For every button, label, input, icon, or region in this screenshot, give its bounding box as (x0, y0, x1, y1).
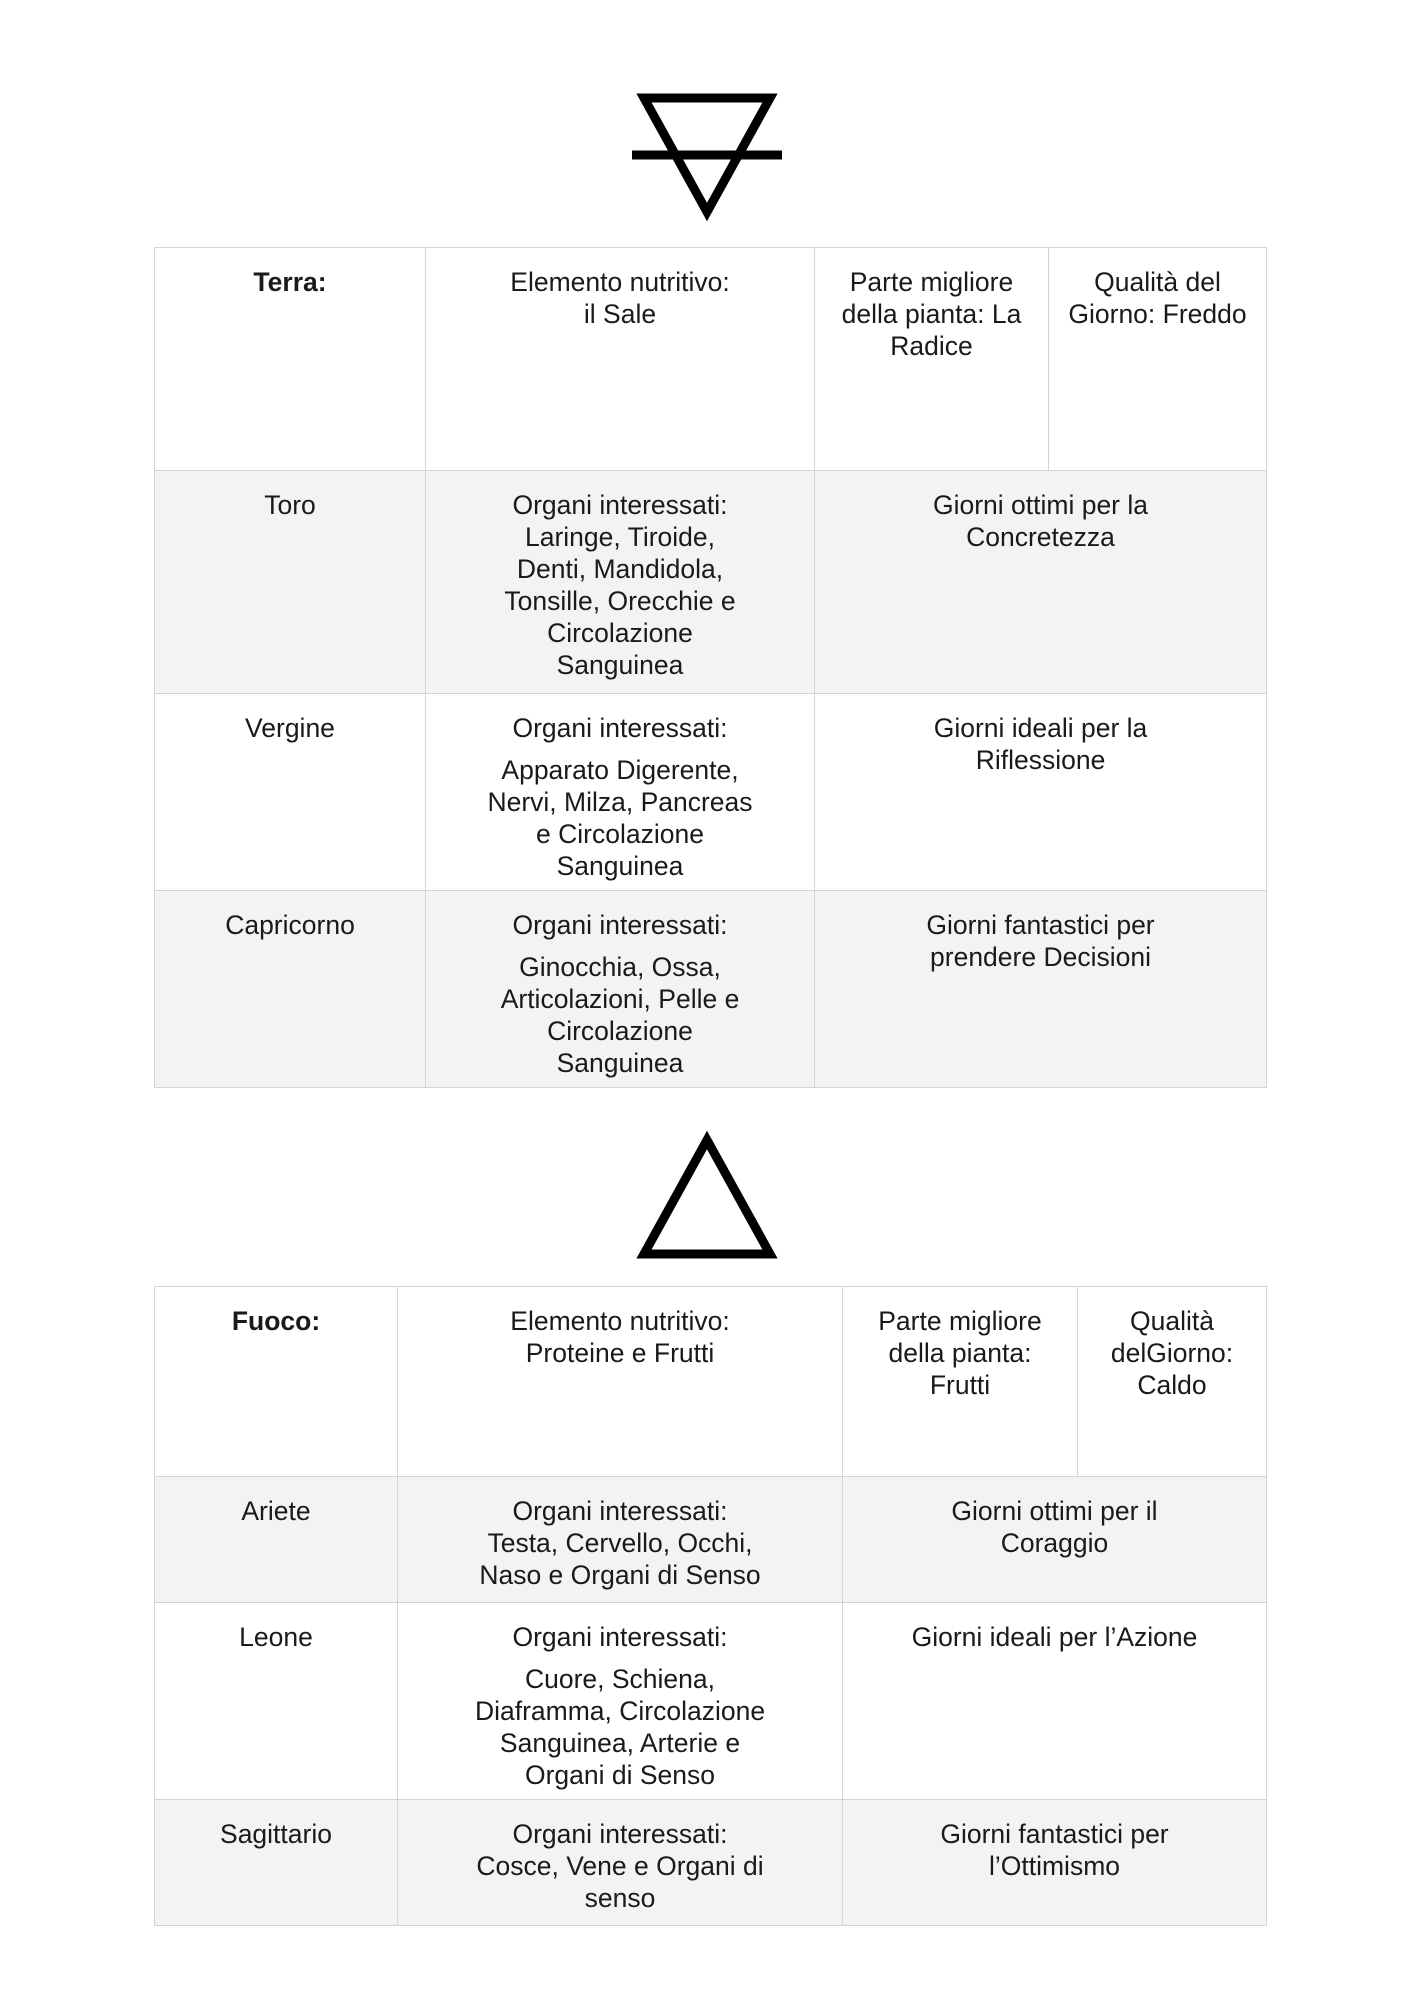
sign-name: Toro (155, 471, 426, 694)
sign-row (155, 471, 1267, 694)
organs-line: Nervi, Milza, Pancreas (487, 787, 753, 817)
sign-name: Sagittario (155, 1800, 398, 1926)
day-quality-line: Qualità del (1094, 267, 1221, 297)
fire-table (154, 1286, 1267, 1926)
organs-line: Cosce, Vene e Organi di (476, 1851, 764, 1881)
nutrient-cell (426, 248, 815, 471)
days-line: Coraggio (1000, 1528, 1109, 1558)
organs-label: Organi interessati: (512, 1622, 728, 1652)
element-name: Terra: (253, 267, 327, 297)
day-quality-cell (1078, 1287, 1267, 1477)
days-cell (815, 891, 1267, 1088)
plant-part-cell (843, 1287, 1078, 1477)
organs-label: Organi interessati: (512, 713, 728, 743)
days-line: Riflessione (975, 745, 1106, 775)
days-line: prendere Decisioni (930, 942, 1151, 972)
element-name-cell (155, 1287, 398, 1477)
earth-header-row (155, 248, 1267, 471)
organs-line: Articolazioni, Pelle e (500, 984, 740, 1014)
plant-part-line: della pianta: La (841, 299, 1022, 329)
day-quality-cell (1049, 248, 1267, 471)
organs-label: Organi interessati: (512, 910, 728, 940)
days-line: Giorni fantastici per (926, 910, 1155, 940)
earth-symbol (0, 90, 1414, 222)
organs-line: Laringe, Tiroide, (524, 522, 716, 552)
plant-part-line: Radice (890, 331, 973, 361)
sign-row (155, 1603, 1267, 1800)
sign-name: Ariete (155, 1477, 398, 1603)
days-cell (843, 1477, 1267, 1603)
earth-table (154, 247, 1267, 1088)
organs-line: e Circolazione (536, 819, 704, 849)
fire-triangle-icon (632, 1130, 782, 1262)
organs-line: Sanguinea (556, 650, 684, 680)
organs-cell (426, 471, 815, 694)
organs-cell (426, 694, 815, 891)
nutrient-line: Elemento nutritivo: (510, 267, 730, 297)
plant-part-cell (815, 248, 1049, 471)
organs-line: Testa, Cervello, Occhi, (487, 1528, 753, 1558)
days-line: Concretezza (966, 522, 1115, 552)
organs-line: senso (584, 1883, 656, 1913)
organs-line: Organi di Senso (524, 1760, 716, 1790)
organs-cell (398, 1603, 843, 1800)
days-cell (815, 471, 1267, 694)
organs-label: Organi interessati: (512, 1496, 728, 1526)
organs-label: Organi interessati: (512, 490, 728, 520)
days-line: Giorni ottimi per il (951, 1496, 1158, 1526)
days-cell (815, 694, 1267, 891)
organs-line: Circolazione (547, 1016, 693, 1046)
plant-part-line: Parte migliore (849, 267, 1014, 297)
organs-line: Circolazione (547, 618, 693, 648)
organs-cell (398, 1477, 843, 1603)
spacer (406, 1653, 834, 1663)
days-cell (843, 1800, 1267, 1926)
days-line: Giorni ottimi per la (932, 490, 1148, 520)
plant-part-line: Parte migliore (878, 1306, 1042, 1336)
fire-header-row (155, 1287, 1267, 1477)
nutrient-line: Proteine e Frutti (525, 1338, 715, 1368)
day-quality-line: delGiorno: (1110, 1338, 1234, 1368)
days-line: Giorni ideali per l’Azione (911, 1622, 1198, 1652)
organs-line: Denti, Mandidola, (516, 554, 724, 584)
day-quality-line: Caldo (1137, 1370, 1207, 1400)
plant-part-line: della pianta: (888, 1338, 1032, 1368)
organs-line: Naso e Organi di Senso (479, 1560, 761, 1590)
organs-label: Organi interessati: (512, 1819, 728, 1849)
earth-triangle-icon (632, 90, 782, 222)
organs-line: Apparato Digerente, (501, 755, 739, 785)
organs-line: Sanguinea (556, 1048, 684, 1078)
element-name-cell (155, 248, 426, 471)
organs-line: Sanguinea, Arterie e (499, 1728, 741, 1758)
sign-row (155, 1800, 1267, 1926)
organs-line: Tonsille, Orecchie e (504, 586, 736, 616)
fire-symbol (0, 1130, 1414, 1262)
days-line: l’Ottimismo (988, 1851, 1121, 1881)
day-quality-line: Giorno: Freddo (1068, 299, 1247, 329)
organs-line: Ginocchia, Ossa, (519, 952, 721, 982)
sign-row (155, 1477, 1267, 1603)
days-line: Giorni fantastici per (940, 1819, 1169, 1849)
nutrient-cell (398, 1287, 843, 1477)
organs-line: Sanguinea (556, 851, 684, 881)
plant-part-line: Frutti (929, 1370, 991, 1400)
nutrient-line: il Sale (583, 299, 657, 329)
spacer (434, 744, 806, 754)
days-line: Giorni ideali per la (933, 713, 1148, 743)
day-quality-line: Qualità (1130, 1306, 1214, 1336)
sign-name: Vergine (155, 694, 426, 891)
organs-cell (398, 1800, 843, 1926)
spacer (434, 941, 806, 951)
nutrient-line: Elemento nutritivo: (510, 1306, 730, 1336)
organs-line: Diaframma, Circolazione (474, 1696, 766, 1726)
organs-line: Cuore, Schiena, (524, 1664, 716, 1694)
organs-cell (426, 891, 815, 1088)
element-name: Fuoco: (231, 1306, 321, 1336)
sign-row (155, 891, 1267, 1088)
sign-row (155, 694, 1267, 891)
sign-name: Capricorno (155, 891, 426, 1088)
sign-name: Leone (155, 1603, 398, 1800)
days-cell (843, 1603, 1267, 1800)
